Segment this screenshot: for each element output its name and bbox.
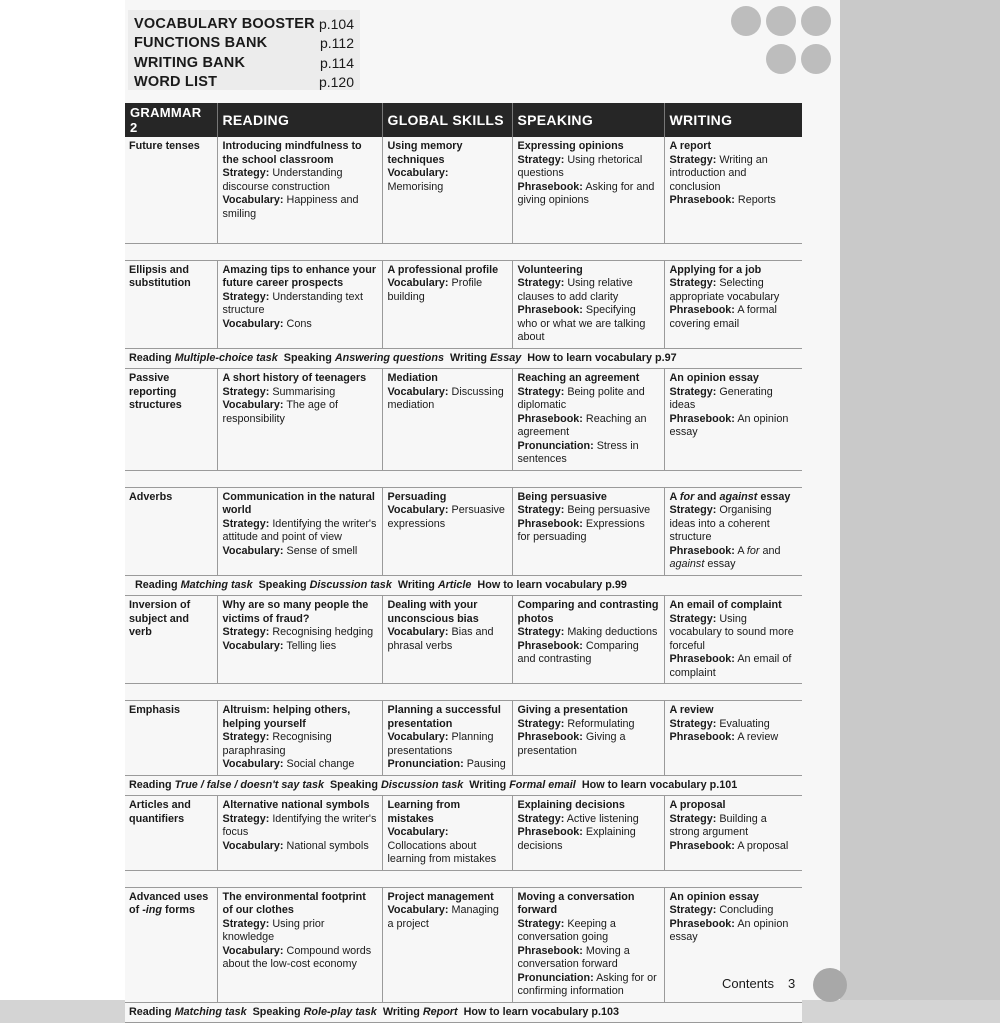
global-vocabulary: Managing a project xyxy=(387,904,499,930)
vocabulary-label: Vocabulary: xyxy=(387,504,449,516)
writing-strategy: Organising ideas into a coherent structure xyxy=(669,504,772,543)
speaking-title: Reaching an agreement xyxy=(517,372,640,384)
reading-title: Alternative national symbols xyxy=(222,799,370,811)
table-row xyxy=(125,887,802,1002)
spacer-cell xyxy=(125,870,802,887)
strategy-label: Strategy: xyxy=(222,731,270,743)
speaking-phrasebook: Asking for and giving opinions xyxy=(517,180,655,206)
reading-strategy: Identifying the writer's focus xyxy=(222,812,377,838)
review-reading: True / false / doesn't say task xyxy=(174,778,324,791)
phrasebook-part: A xyxy=(737,544,747,557)
speaking-cell xyxy=(512,369,664,471)
writing-phrasebook: An opinion essay xyxy=(669,917,789,943)
global-vocabulary: Memorising xyxy=(387,180,444,193)
strategy-label: Strategy: xyxy=(517,504,565,516)
reference-page: p.120 xyxy=(318,74,354,91)
table-row xyxy=(125,369,802,471)
writing-phrasebook: A proposal xyxy=(737,839,789,852)
title-part: and xyxy=(694,490,720,503)
header-grammar: GRAMMAR 2 xyxy=(125,103,217,137)
decor-dot xyxy=(801,44,831,74)
global-vocabulary: Persuasive expressions xyxy=(387,504,505,530)
global-title: Planning a successful presentation xyxy=(387,704,501,730)
global-title: Persuading xyxy=(387,490,447,503)
vocabulary-label: Vocabulary: xyxy=(222,944,284,957)
review-writing: Formal email xyxy=(509,778,576,791)
reading-title: Why are so many people the victims of fraud? xyxy=(222,599,369,625)
vocabulary-label: Vocabulary: xyxy=(387,626,449,638)
vocabulary-label: Vocabulary: xyxy=(387,277,449,289)
reading-vocabulary: Telling lies xyxy=(286,639,337,652)
review-speaking-label: Speaking xyxy=(258,578,307,591)
reference-row xyxy=(134,73,354,93)
grammar-part: Advanced uses of xyxy=(129,890,209,916)
global-skills-cell xyxy=(382,369,512,471)
strategy-label: Strategy: xyxy=(517,917,565,930)
review-reading-label: Reading xyxy=(135,578,178,591)
syllabus-table xyxy=(125,103,802,1023)
writing-phrasebook: An opinion essay xyxy=(669,412,789,438)
review-cell xyxy=(125,348,802,369)
strategy-label: Strategy: xyxy=(517,153,565,166)
writing-strategy: Writing an introduction and conclusion xyxy=(669,153,768,193)
review-speaking: Role-play task xyxy=(303,1005,377,1018)
reading-strategy: Summarising xyxy=(272,385,336,398)
phrasebook-label: Phrasebook: xyxy=(517,731,583,743)
phrasebook-label: Phrasebook: xyxy=(517,412,583,425)
review-how-to-label: How to learn vocabulary xyxy=(463,1005,589,1018)
vocabulary-label: Vocabulary: xyxy=(222,194,284,206)
writing-phrasebook: An email of complaint xyxy=(669,653,792,679)
speaking-cell xyxy=(512,796,664,871)
review-cell xyxy=(125,1002,802,1023)
grammar-cell: Ellipsis and substitution xyxy=(125,260,217,348)
speaking-phrasebook: Giving a presentation xyxy=(517,731,626,757)
speaking-title: Volunteering xyxy=(517,263,583,276)
global-title: Mediation xyxy=(387,372,438,384)
grammar-cell: Adverbs xyxy=(125,487,217,575)
review-reading-label: Reading xyxy=(129,1005,172,1018)
reading-cell xyxy=(217,701,382,776)
phrasebook-label: Phrasebook: xyxy=(669,412,735,425)
speaking-strategy: Using relative clauses to add clarity xyxy=(517,277,633,303)
phrasebook-label: Phrasebook: xyxy=(669,839,735,852)
vocabulary-label: Vocabulary: xyxy=(387,731,449,743)
decor-dot xyxy=(731,6,761,36)
speaking-strategy: Active listening xyxy=(566,812,639,825)
writing-cell xyxy=(664,701,802,776)
phrasebook-part: and xyxy=(759,544,781,557)
global-skills-cell xyxy=(382,137,512,243)
phrasebook-label: Phrasebook: xyxy=(669,194,735,206)
review-row xyxy=(125,575,802,596)
strategy-label: Strategy: xyxy=(669,153,717,166)
vocabulary-label: Vocabulary: xyxy=(222,758,284,770)
facing-page-edge xyxy=(840,0,1000,1000)
page-number: 3 xyxy=(788,976,796,991)
global-vocabulary: Discussing mediation xyxy=(387,385,504,411)
reference-label: VOCABULARY BOOSTER xyxy=(134,15,315,32)
speaking-cell xyxy=(512,487,664,575)
phrasebook-label: Phrasebook: xyxy=(669,653,735,665)
reading-cell xyxy=(217,887,382,1002)
spacer-row xyxy=(125,243,802,260)
review-row xyxy=(125,1002,802,1023)
vocabulary-label: Vocabulary: xyxy=(387,385,449,398)
review-speaking-label: Speaking xyxy=(329,778,378,791)
review-reading: Multiple-choice task xyxy=(174,351,278,364)
speaking-phrasebook: Expressions for persuading xyxy=(517,517,645,543)
speaking-cell xyxy=(512,137,664,243)
pronunciation-label: Pronunciation: xyxy=(517,971,594,984)
review-row xyxy=(125,775,802,796)
phrasebook-part: essay xyxy=(704,558,736,570)
reference-row xyxy=(134,14,354,34)
phrasebook-label: Phrasebook: xyxy=(517,517,583,530)
review-how-to-label: How to learn vocabulary xyxy=(581,778,707,791)
table-row xyxy=(125,137,802,243)
strategy-label: Strategy: xyxy=(669,612,717,625)
speaking-phrasebook: Specifying who or what we are talking about xyxy=(517,304,646,343)
global-title: Using memory techniques xyxy=(387,140,463,166)
writing-strategy: Evaluating xyxy=(719,717,770,730)
global-vocabulary: Collocations about learning from mistakes xyxy=(387,839,497,865)
speaking-title: Giving a presentation xyxy=(517,704,628,716)
global-skills-cell xyxy=(382,887,512,1002)
phrasebook-label: Phrasebook: xyxy=(669,304,735,316)
writing-title: A proposal xyxy=(669,799,726,811)
speaking-strategy: Keeping a conversation going xyxy=(517,917,616,943)
global-skills-cell xyxy=(382,487,512,575)
writing-cell xyxy=(664,796,802,871)
decor-dot xyxy=(766,6,796,36)
strategy-label: Strategy: xyxy=(222,517,270,530)
strategy-label: Strategy: xyxy=(222,385,270,398)
speaking-strategy: Being polite and diplomatic xyxy=(517,385,645,411)
global-vocabulary: Profile building xyxy=(387,277,483,303)
strategy-label: Strategy: xyxy=(222,167,270,179)
review-page: p.101 xyxy=(709,778,738,791)
phrasebook-label: Phrasebook: xyxy=(517,826,583,838)
review-row xyxy=(125,348,802,369)
writing-phrasebook: A formal covering email xyxy=(669,304,777,330)
strategy-label: Strategy: xyxy=(669,385,717,398)
page-footer xyxy=(722,976,795,991)
speaking-title: Explaining decisions xyxy=(517,799,625,811)
reading-title: Introducing mindfulness to the school classroom xyxy=(222,140,362,166)
speaking-phrasebook: Moving a conversation forward xyxy=(517,944,630,970)
speaking-cell xyxy=(512,596,664,684)
reading-title: Communication in the natural world xyxy=(222,490,375,516)
reading-vocabulary: Happiness and smiling xyxy=(222,194,359,220)
table-row xyxy=(125,596,802,684)
global-title: Learning from mistakes xyxy=(387,799,461,825)
strategy-label: Strategy: xyxy=(669,904,717,916)
review-reading: Matching task xyxy=(174,1005,247,1018)
writing-strategy: Concluding xyxy=(719,904,774,916)
writing-title: A review xyxy=(669,704,714,716)
writing-title xyxy=(670,491,798,505)
global-skills-cell xyxy=(382,701,512,776)
reading-cell xyxy=(217,137,382,243)
global-title: Project management xyxy=(387,890,494,903)
speaking-strategy: Reformulating xyxy=(567,717,635,730)
review-speaking: Discussion task xyxy=(381,778,464,791)
vocabulary-label: Vocabulary: xyxy=(387,167,449,179)
speaking-phrasebook: Explaining decisions xyxy=(517,826,636,852)
speaking-title: Moving a conversation forward xyxy=(517,890,635,916)
reading-strategy: Recognising paraphrasing xyxy=(222,731,332,757)
phrasebook-label: Phrasebook: xyxy=(517,944,583,957)
header-reading: READING xyxy=(217,103,382,137)
strategy-label: Strategy: xyxy=(517,277,565,289)
review-cell xyxy=(125,575,802,596)
reference-row xyxy=(134,34,354,54)
review-writing: Article xyxy=(437,578,472,591)
phrasebook-label: Phrasebook: xyxy=(669,544,735,557)
header-global-skills: GLOBAL SKILLS xyxy=(382,103,512,137)
writing-strategy: Using vocabulary to sound more forceful xyxy=(669,612,794,652)
phrasebook-label: Phrasebook: xyxy=(517,180,583,193)
strategy-label: Strategy: xyxy=(669,277,717,289)
footer-label: Contents xyxy=(722,976,775,991)
writing-title: An opinion essay xyxy=(669,890,759,903)
speaking-title: Expressing opinions xyxy=(517,140,624,152)
review-speaking: Discussion task xyxy=(309,578,392,591)
reference-page: p.104 xyxy=(318,15,354,32)
grammar-cell: Emphasis xyxy=(125,701,217,776)
header-speaking: SPEAKING xyxy=(512,103,664,137)
global-vocabulary: Planning presentations xyxy=(387,731,494,757)
review-writing-label: Writing xyxy=(469,778,507,791)
reading-strategy: Using prior knowledge xyxy=(222,917,325,943)
reading-cell xyxy=(217,487,382,575)
strategy-label: Strategy: xyxy=(222,812,270,825)
writing-title: Applying for a job xyxy=(669,263,762,276)
review-speaking-label: Speaking xyxy=(283,351,332,364)
vocabulary-label: Vocabulary: xyxy=(222,639,284,652)
reading-strategy: Identifying the writer's attitude and point of view xyxy=(222,517,377,543)
speaking-cell xyxy=(512,260,664,348)
strategy-label: Strategy: xyxy=(669,812,717,825)
writing-strategy: Selecting appropriate vocabulary xyxy=(669,277,780,303)
reading-vocabulary: Cons xyxy=(286,317,312,330)
review-page: p.99 xyxy=(605,578,627,591)
review-reading: Matching task xyxy=(180,578,253,591)
review-speaking-label: Speaking xyxy=(252,1005,301,1018)
global-skills-cell xyxy=(382,260,512,348)
grammar-cell: Passive reporting structures xyxy=(125,369,217,471)
global-skills-cell xyxy=(382,796,512,871)
reference-box xyxy=(128,10,360,90)
strategy-label: Strategy: xyxy=(669,717,717,730)
speaking-cell xyxy=(512,887,664,1002)
spacer-cell xyxy=(125,470,802,487)
strategy-label: Strategy: xyxy=(517,812,565,825)
strategy-label: Strategy: xyxy=(222,626,270,638)
vocabulary-label: Vocabulary: xyxy=(222,544,284,557)
table-row xyxy=(125,701,802,776)
vocabulary-label: Vocabulary: xyxy=(222,839,284,852)
reference-label: WORD LIST xyxy=(134,74,218,91)
strategy-label: Strategy: xyxy=(669,504,717,516)
speaking-pronunciation: Asking for or confirming information xyxy=(517,971,657,997)
speaking-title: Comparing and contrasting photos xyxy=(517,599,659,625)
page-number-dot xyxy=(813,968,847,1002)
spacer-cell xyxy=(125,684,802,701)
writing-title: An email of complaint xyxy=(669,599,782,611)
reading-strategy: Recognising hedging xyxy=(272,626,374,638)
reading-vocabulary: Social change xyxy=(286,758,355,770)
vocabulary-label: Vocabulary: xyxy=(387,826,449,838)
review-writing: Report xyxy=(422,1005,458,1018)
decor-dot xyxy=(801,6,831,36)
speaking-phrasebook: Reaching an agreement xyxy=(517,412,647,438)
grammar-cell xyxy=(125,887,217,1002)
reference-row xyxy=(134,53,354,73)
review-cell xyxy=(125,775,802,796)
reading-cell xyxy=(217,260,382,348)
reference-page: p.112 xyxy=(320,35,354,52)
phrasebook-label: Phrasebook: xyxy=(517,639,583,652)
header-row xyxy=(125,103,802,137)
grammar-cell: Inversion of subject and verb xyxy=(125,596,217,684)
speaking-strategy: Being persuasive xyxy=(567,504,651,516)
decor-dot xyxy=(766,44,796,74)
strategy-label: Strategy: xyxy=(222,917,270,930)
reading-cell xyxy=(217,796,382,871)
reading-title: The environmental footprint of our clothes xyxy=(222,890,366,916)
reference-page: p.114 xyxy=(320,54,354,71)
speaking-strategy: Using rhetorical questions xyxy=(517,153,643,179)
global-title: Dealing with your unconscious bias xyxy=(387,599,479,625)
speaking-title: Being persuasive xyxy=(517,490,607,503)
phrasebook-label: Phrasebook: xyxy=(669,731,735,743)
writing-cell xyxy=(664,260,802,348)
writing-title: An opinion essay xyxy=(669,372,759,384)
speaking-cell xyxy=(512,701,664,776)
spacer-row xyxy=(125,470,802,487)
reading-cell xyxy=(217,596,382,684)
table-row xyxy=(125,796,802,871)
writing-cell xyxy=(664,487,802,575)
left-margin xyxy=(0,0,125,1000)
writing-strategy: Building a strong argument xyxy=(669,812,767,838)
speaking-pronunciation: Stress in sentences xyxy=(517,439,639,465)
global-title: A professional profile xyxy=(387,263,499,276)
review-how-to-label: How to learn vocabulary xyxy=(527,351,653,364)
writing-cell xyxy=(664,369,802,471)
title-part: against xyxy=(719,490,758,503)
reading-vocabulary: Compound words about the low-cost economy xyxy=(222,944,372,970)
reading-title: Amazing tips to enhance your future career prospects xyxy=(222,263,377,289)
reading-strategy: Understanding discourse construction xyxy=(222,167,343,193)
phrasebook-part: for xyxy=(746,544,760,557)
phrasebook-part: against xyxy=(669,558,705,570)
spacer-cell xyxy=(125,243,802,260)
writing-title: A report xyxy=(669,140,712,152)
vocabulary-label: Vocabulary: xyxy=(222,317,284,330)
grammar-cell: Articles and quantifiers xyxy=(125,796,217,871)
spacer-row xyxy=(125,870,802,887)
speaking-phrasebook: Comparing and contrasting xyxy=(517,639,639,665)
review-page: p.103 xyxy=(591,1005,620,1018)
vocabulary-label: Vocabulary: xyxy=(222,399,284,411)
grammar-part: forms xyxy=(162,904,195,916)
title-part: A xyxy=(669,490,680,503)
strategy-label: Strategy: xyxy=(517,626,565,638)
review-writing: Essay xyxy=(489,351,522,364)
global-skills-cell xyxy=(382,596,512,684)
pronunciation-label: Pronunciation: xyxy=(387,758,464,770)
spacer-row xyxy=(125,684,802,701)
reading-cell xyxy=(217,369,382,471)
phrasebook-label: Phrasebook: xyxy=(517,304,583,316)
header-writing: WRITING xyxy=(664,103,802,137)
reading-vocabulary: National symbols xyxy=(286,839,369,852)
writing-phrasebook: A review xyxy=(737,731,779,743)
reference-label: FUNCTIONS BANK xyxy=(134,35,268,52)
grammar-part: -ing xyxy=(142,904,162,916)
strategy-label: Strategy: xyxy=(222,290,270,303)
writing-cell xyxy=(664,137,802,243)
pronunciation-label: Pronunciation: xyxy=(517,439,594,452)
reading-title: Altruism: helping others, helping yourself xyxy=(222,704,351,730)
grammar-cell: Future tenses xyxy=(125,137,217,243)
review-page: p.97 xyxy=(655,351,677,364)
review-how-to-label: How to learn vocabulary xyxy=(477,578,603,591)
writing-phrasebook: Reports xyxy=(737,194,776,206)
table-row xyxy=(125,260,802,348)
reading-strategy: Understanding text structure xyxy=(222,290,363,316)
review-speaking: Answering questions xyxy=(334,351,444,364)
strategy-label: Strategy: xyxy=(517,717,565,730)
speaking-strategy: Making deductions xyxy=(567,626,658,638)
review-writing-label: Writing xyxy=(397,578,435,591)
review-writing-label: Writing xyxy=(450,351,487,364)
review-reading-label: Reading xyxy=(129,778,172,791)
strategy-label: Strategy: xyxy=(517,385,565,398)
vocabulary-label: Vocabulary: xyxy=(387,904,449,916)
writing-cell xyxy=(664,596,802,684)
global-pronunciation: Pausing xyxy=(466,758,506,770)
reading-title: A short history of teenagers xyxy=(222,372,367,384)
writing-strategy: Generating ideas xyxy=(669,385,773,411)
phrasebook-label: Phrasebook: xyxy=(669,917,735,930)
title-part: essay xyxy=(757,490,791,503)
reading-vocabulary: Sense of smell xyxy=(286,544,358,557)
table-row xyxy=(125,487,802,575)
review-writing-label: Writing xyxy=(382,1005,420,1018)
title-part: for xyxy=(679,490,695,503)
review-reading-label: Reading xyxy=(129,351,172,364)
global-vocabulary: Bias and phrasal verbs xyxy=(387,626,494,652)
reference-label: WRITING BANK xyxy=(134,54,246,71)
reading-vocabulary: The age of responsibility xyxy=(222,399,338,425)
